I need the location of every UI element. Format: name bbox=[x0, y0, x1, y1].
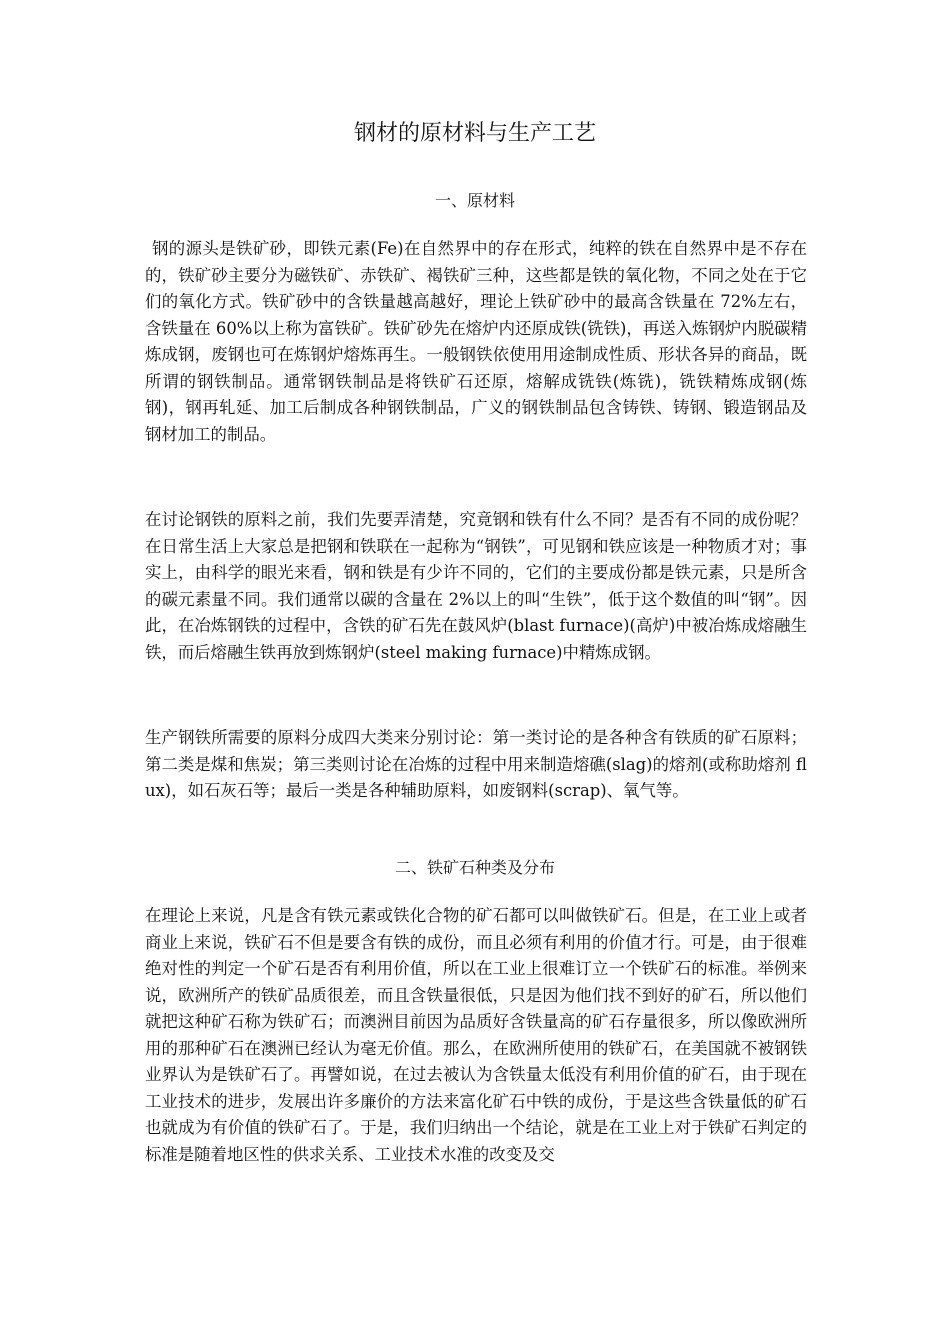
paragraph-steel-vs-iron: 在讨论钢铁的原料之前，我们先要弄清楚，究竟钢和铁有什么不同？是否有不同的成份呢？在日常生活上大家总是把钢和铁联在一起称为“钢铁”，可见钢和铁应该是一种物质才对；事实上，由科学的眼光来看，钢和铁是有少许不同的，它们的主要成份都是铁元素，只是所含的碳元素量不同。我们通常以碳的含量在 2%以上的叫“生铁”，低于这个数值的叫“钢”。因此，在冶炼钢铁的过程中，含铁的矿石先在鼓风炉(blast furnace)(高炉)中被冶炼成熔融生铁，而后熔融生铁再放到炼钢炉(steel making furnace)中精炼成钢。 bbox=[145, 510, 807, 662]
paragraph-raw-material-categories: 生产钢铁所需要的原料分成四大类来分别讨论：第一类讨论的是各种含有铁质的矿石原料；第二类是煤和焦炭；第三类则讨论在冶炼的过程中用来制造熔礁(slag)的熔剂(或称助熔剂 flux)，如石灰石等；最后一类是各种辅助原料，如废钢料(scrap)、氧气等。 bbox=[145, 728, 807, 800]
section-heading-iron-ore-types: 二、铁矿石种类及分布 bbox=[394, 858, 555, 877]
paragraph-iron-ore-source: 钢的源头是铁矿砂，即铁元素(Fe)在自然界中的存在形式，纯粹的铁在自然界中是不存在的，铁矿砂主要分为磁铁矿、赤铁矿、褐铁矿三种，这些都是铁的氧化物，不同之处在于它们的氧化方式。铁矿砂中的含铁量越高越好，理论上铁矿砂中的最高含铁量在 72%左右，含铁量在 60%以上称为富铁矿。铁矿砂先在熔炉内还原成铁(铣铁)，再送入炼钢炉内脱碳精炼成钢，废钢也可在炼钢炉熔炼再生。一般钢铁依使用用途制成性质、形状各异的商品，既所谓的钢铁制品。通常钢铁制品是将铁矿石还原，熔解成铣铁(炼铣)，铣铁精炼成钢(炼钢)，钢再轧延、加工后制成各种钢铁制品，广义的钢铁制品包含铸铁、铸钢、锻造钢品及钢材加工的制品。 bbox=[145, 239, 807, 444]
paragraph-iron-ore-definition: 在理论上来说，凡是含有铁元素或铁化合物的矿石都可以叫做铁矿石。但是，在工业上或者商业上来说，铁矿石不但是要含有铁的成份，而且必须有利用的价值才行。可是，由于很难绝对性的判定一个矿石是否有利用价值，所以在工业上很难订立一个铁矿石的标准。举例来说，欧洲所产的铁矿品质很差，而且含铁量很低，只是因为他们找不到好的矿石，所以他们就把这种矿石称为铁矿石；而澳洲目前因为品质好含铁量高的矿石存量很多，所以像欧洲所用的那种矿石在澳洲已经认为毫无价值。那么，在欧洲所使用的铁矿石，在美国就不被钢铁业界认为是铁矿石了。再譬如说，在过去被认为含铁量太低没有利用价值的矿石，由于现在工业技术的进步，发展出许多廉价的方法来富化矿石中铁的成份，于是这些含铁量低的矿石也就成为有价值的铁矿石了。于是，我们归纳出一个结论，就是在工业上对于铁矿石判定的标准是随着地区性的供求关系、工业技术水准的改变及交 bbox=[145, 906, 807, 1164]
section-heading-raw-materials: 一、原材料 bbox=[434, 191, 515, 210]
document-title: 钢材的原材料与生产工艺 bbox=[353, 121, 596, 146]
